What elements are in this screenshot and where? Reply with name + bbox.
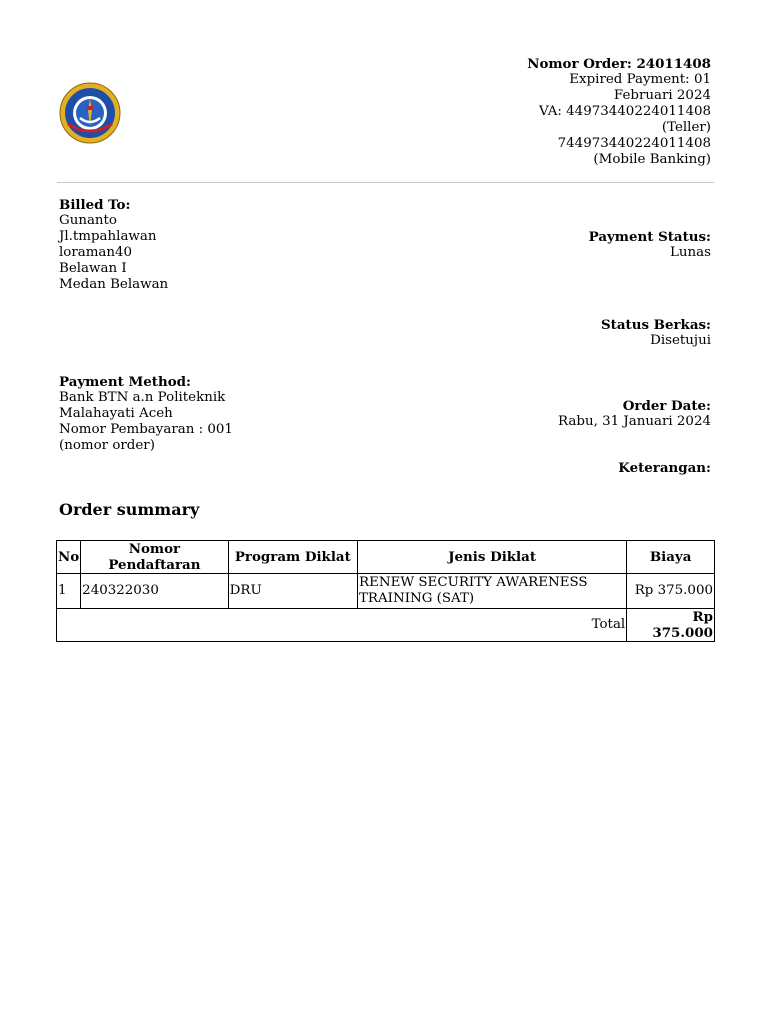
order-date-label: Order Date: xyxy=(622,398,711,414)
column-header-program-diklat: Program Diklat xyxy=(228,541,357,574)
order-summary-table xyxy=(56,540,715,642)
divider xyxy=(57,182,714,183)
order-summary-title: Order summary xyxy=(59,500,200,519)
header-detail: Februari 2024 xyxy=(613,88,711,103)
total-value: Rp 375.000 xyxy=(627,609,715,642)
payment-method-line: Malahayati Aceh xyxy=(59,406,173,421)
status-berkas-value: Disetujui xyxy=(650,333,711,348)
keterangan-block xyxy=(451,460,711,476)
status-berkas-label: Status Berkas: xyxy=(601,317,711,333)
cell-nomor-pendaftaran: 240322030 xyxy=(81,574,228,609)
payment-method-label: Payment Method: xyxy=(59,374,191,390)
payment-method-block xyxy=(59,374,279,454)
column-header-jenis-diklat: Jenis Diklat xyxy=(358,541,627,574)
total-row xyxy=(57,609,715,642)
billed-to-line: loraman40 xyxy=(59,245,133,260)
billed-to-line: Medan Belawan xyxy=(59,277,169,292)
header-detail: (Mobile Banking) xyxy=(593,152,711,167)
header-detail: Expired Payment: 01 xyxy=(569,72,711,87)
column-header-no: No xyxy=(57,541,81,574)
payment-status-block xyxy=(451,229,711,261)
column-header-nomor-pendaftaran: Nomor Pendaftaran xyxy=(81,541,228,574)
payment-status-value: Lunas xyxy=(670,245,711,260)
order-date-block xyxy=(451,398,711,430)
billed-to-block xyxy=(59,197,279,293)
billed-to-line: Belawan I xyxy=(59,261,127,276)
payment-method-line: Nomor Pembayaran : 001 xyxy=(59,422,233,437)
payment-status-label: Payment Status: xyxy=(588,229,711,245)
institution-logo xyxy=(58,80,122,146)
order-date-value: Rabu, 31 Januari 2024 xyxy=(558,414,711,429)
cell-biaya: Rp 375.000 xyxy=(627,574,715,609)
billed-to-line: Gunanto xyxy=(59,213,117,228)
order-number: Nomor Order: 24011408 xyxy=(527,56,711,72)
header-detail: (Teller) xyxy=(661,120,711,135)
cell-jenis-diklat: RENEW SECURITY AWARENESS TRAINING (SAT) xyxy=(358,574,627,609)
table-row xyxy=(57,574,715,609)
keterangan-label: Keterangan: xyxy=(618,460,711,476)
payment-method-line: (nomor order) xyxy=(59,438,155,453)
billed-to-line: Jl.tmpahlawan xyxy=(59,229,157,244)
table-header-row xyxy=(57,541,715,574)
header-detail: VA: 44973440224011408 xyxy=(538,104,711,119)
cell-program-diklat: DRU xyxy=(228,574,357,609)
total-label: Total xyxy=(57,609,627,642)
cell-no: 1 xyxy=(57,574,81,609)
header-detail: 744973440224011408 xyxy=(557,136,711,151)
payment-method-line: Bank BTN a.n Politeknik xyxy=(59,390,226,405)
status-berkas-block xyxy=(451,317,711,349)
order-header xyxy=(451,56,711,168)
column-header-biaya: Biaya xyxy=(627,541,715,574)
billed-to-label: Billed To: xyxy=(59,197,131,213)
